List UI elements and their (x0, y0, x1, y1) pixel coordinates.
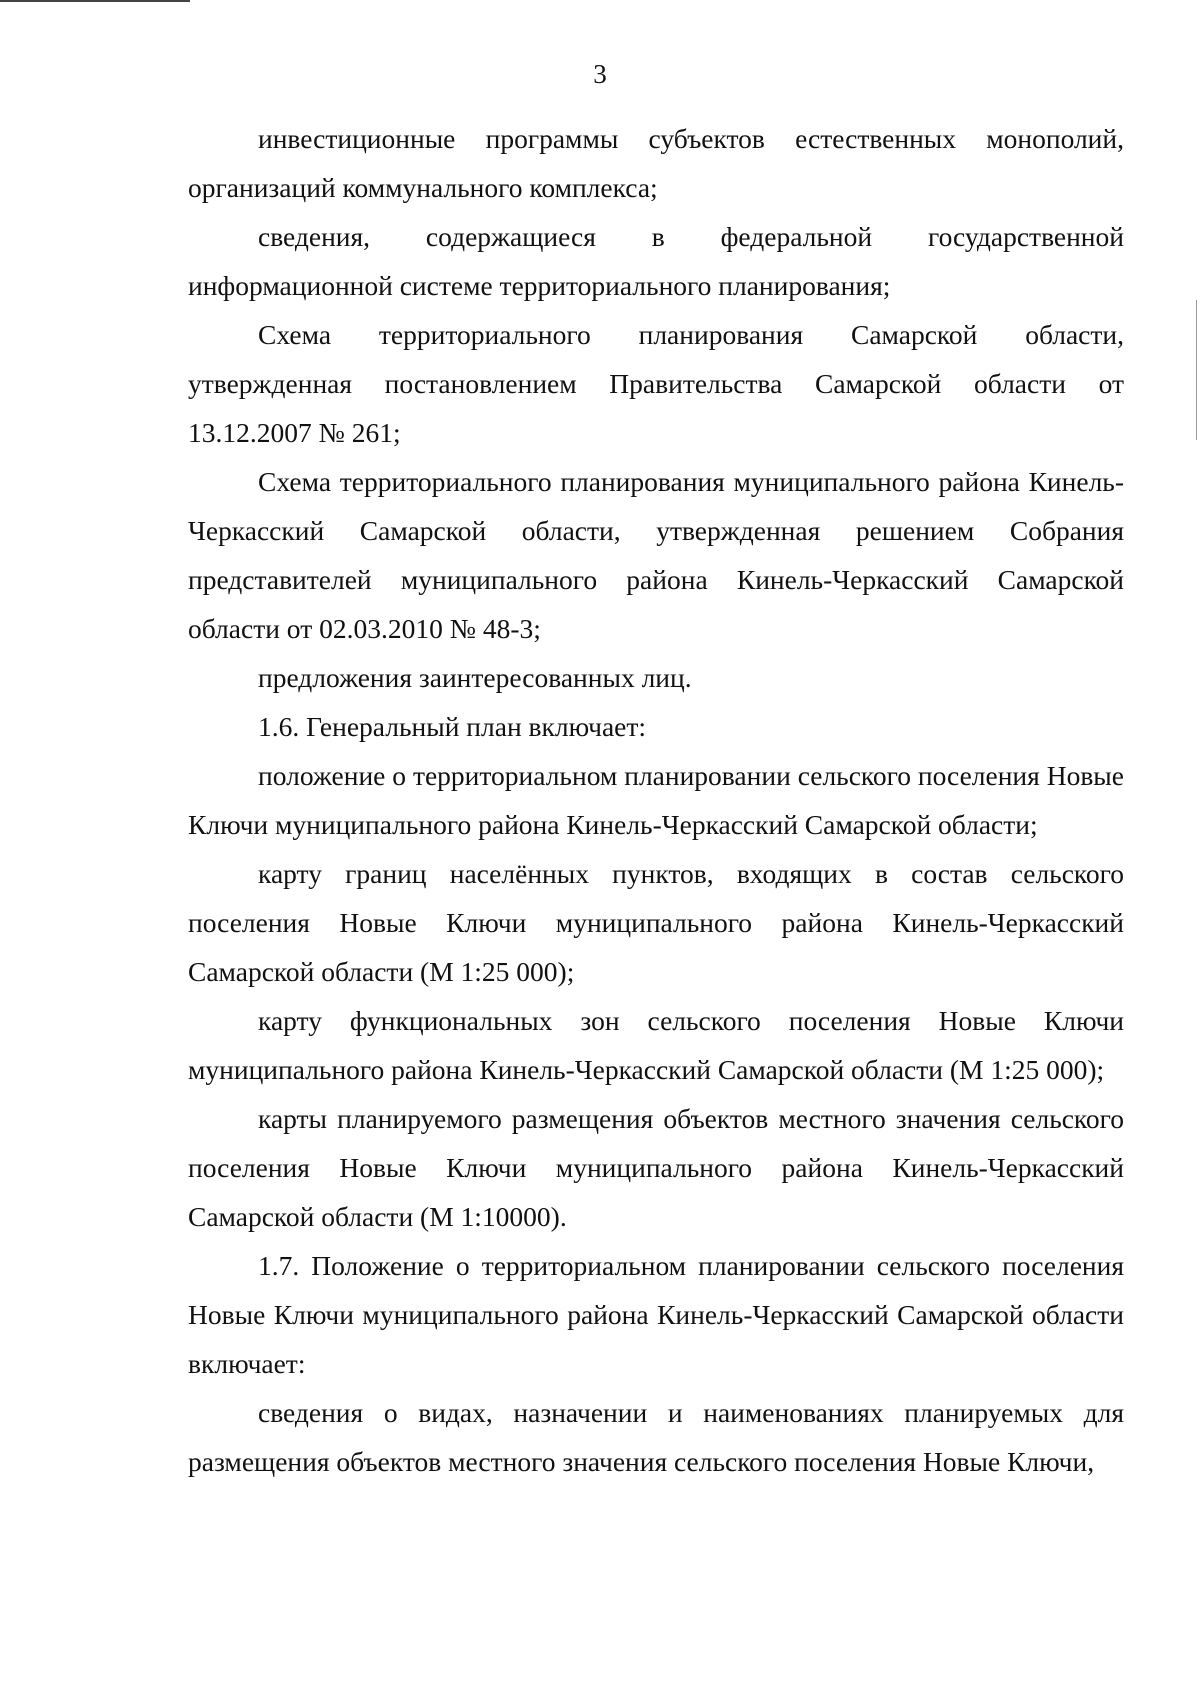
paragraph-section-1-7: 1.7. Положение о территориальном планировании сельского поселения Новые Ключи муниципального района Кинель-Черкасский Самарской области включает: (188, 1250, 1124, 1379)
paragraph-functional-zones-map: карту функциональных зон сельского поселения Новые Ключи муниципального района Кинель-Черкасский Самарской области (М 1:25 000); (188, 1005, 1124, 1085)
paragraph-regional-scheme: Схема территориального планирования Самарской области, утвержденная постановлением Правительства Самарской области от 13.12.2007 № 261; (188, 319, 1124, 448)
scan-edge-mark (0, 0, 190, 2)
paragraph-facility-info: сведения о видах, назначении и наименованиях планируемых для размещения объектов местного значения сельского поселения Новые Ключи, (188, 1397, 1124, 1477)
paragraph-boundaries-map: карту границ населённых пунктов, входящих в состав сельского поселения Новые Ключи муниципального района Кинель-Черкасский Самарской области (М 1:25 000); (188, 858, 1124, 987)
paragraph-section-1-6: 1.6. Генеральный план включает: (258, 711, 647, 742)
paragraph-planning-provision: положение о территориальном планировании сельского поселения Новые Ключи муниципального района Кинель-Черкасский Самарской области; (188, 760, 1124, 840)
page-number: 3 (593, 59, 607, 89)
paragraph-federal-info-system: сведения, содержащиеся в федеральной государственной информационной системе территориального планирования; (188, 221, 1124, 301)
paragraph-proposals: предложения заинтересованных лиц. (258, 662, 692, 693)
paragraph-investment-programs: инвестиционные программы субъектов естественных монополий, организаций коммунального комплекса; (188, 123, 1124, 203)
paragraph-facilities-maps: карты планируемого размещения объектов местного значения сельского поселения Новые Ключи муниципального района Кинель-Черкасский Самарской области (М 1:10000). (188, 1103, 1124, 1232)
scan-edge-mark-right (1196, 300, 1197, 440)
paragraph-district-scheme: Схема территориального планирования муниципального района Кинель-Черкасский Самарской области, утвержденная решением Собрания представителей муниципального района Кинель-Черкасский Самарской области от 02.03.2010 № 48-3; (188, 466, 1124, 644)
document-body (188, 114, 1124, 1486)
